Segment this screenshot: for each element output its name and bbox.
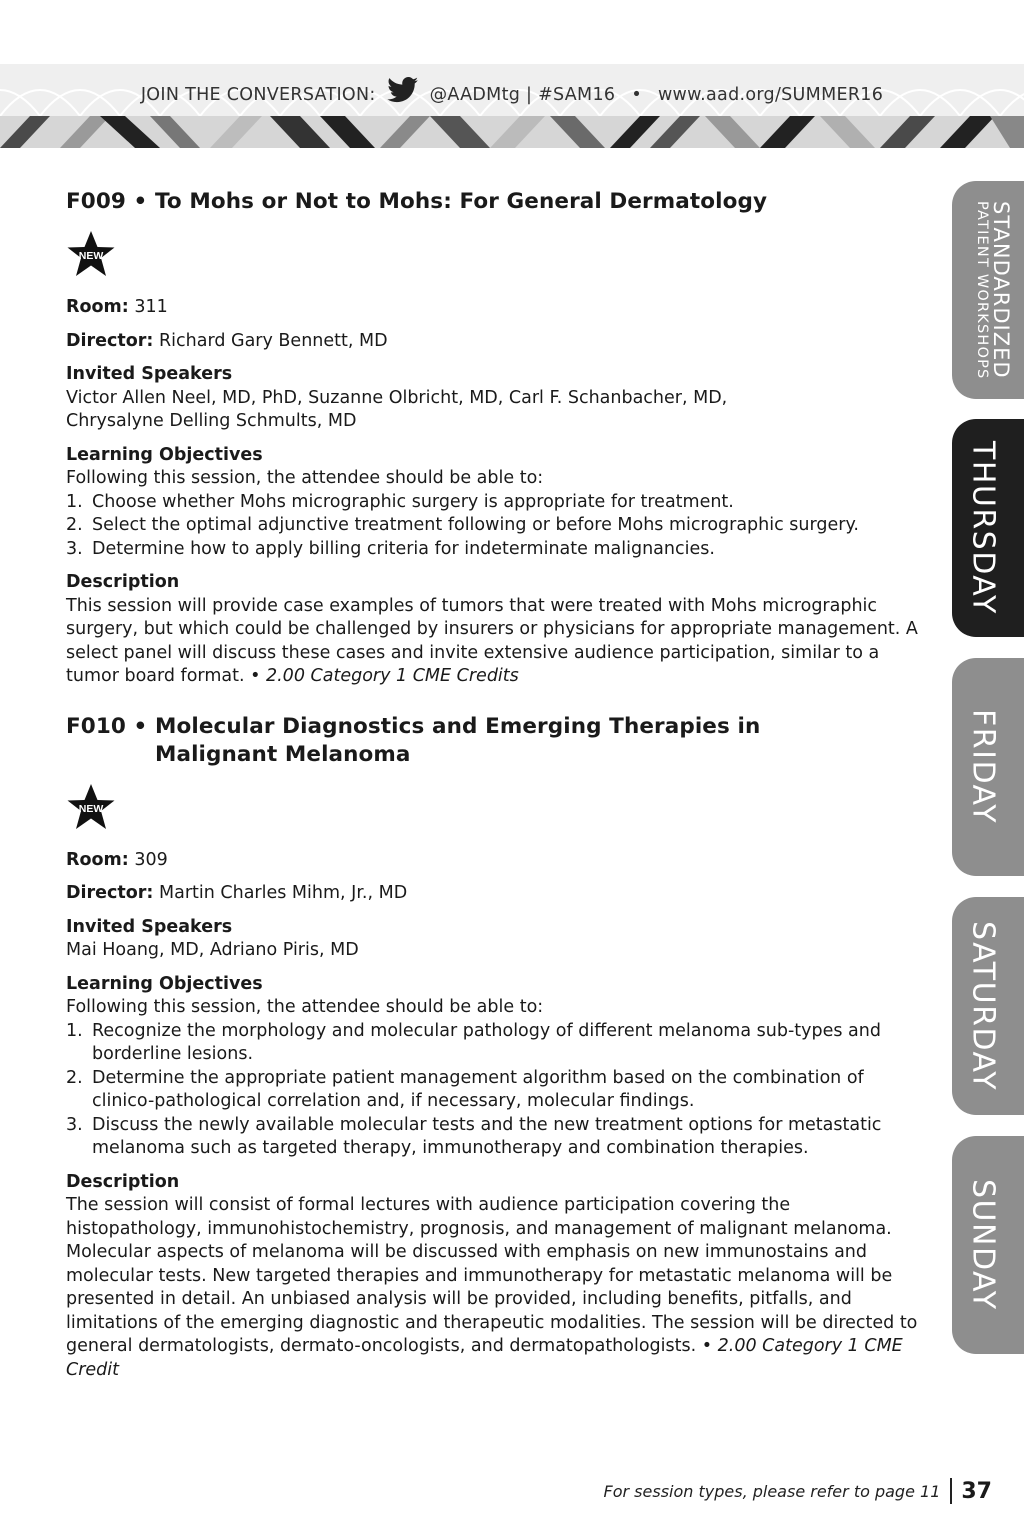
room-value: 311	[134, 297, 168, 317]
speakers-label: Invited Speakers	[66, 916, 233, 937]
session-f010	[66, 713, 926, 1383]
objectives-intro: Following this session, the attendee should be able to:	[66, 468, 544, 488]
room-value: 309	[134, 849, 168, 870]
objectives-list	[66, 1020, 926, 1161]
tab-label-line: STANDARDIZED	[989, 200, 1013, 379]
tab-label: THURSDAY	[965, 441, 1001, 615]
director-value: Richard Gary Bennett, MD	[159, 330, 388, 351]
tab-label-group	[958, 201, 1012, 379]
description-text	[66, 595, 926, 689]
objectives-label: Learning Objectives	[66, 444, 263, 465]
speakers-line: Chrysalyne Delling Schmults, MD	[66, 411, 357, 431]
list-item	[66, 514, 926, 538]
list-item	[66, 491, 926, 515]
list-number: 2.	[66, 515, 83, 535]
tab-saturday[interactable]	[952, 897, 1024, 1115]
session-title-line: Malignant Melanoma	[154, 741, 411, 767]
list-item	[66, 1067, 926, 1114]
list-number: 3.	[66, 538, 83, 559]
list-text: Choose whether Mohs micrographic surgery is appropriate for treatment.	[92, 491, 734, 512]
director-field	[66, 882, 926, 906]
learning-objectives	[66, 444, 926, 562]
invited-speakers	[66, 916, 926, 963]
list-item	[66, 538, 926, 562]
list-item	[66, 1114, 926, 1161]
session-title	[66, 188, 926, 216]
page-footer	[604, 1478, 992, 1504]
tab-friday[interactable]	[952, 658, 1024, 876]
list-number: 1.	[66, 491, 83, 512]
new-star-icon	[66, 783, 116, 831]
invited-speakers	[66, 363, 926, 434]
room-label: Room:	[66, 849, 129, 870]
footer-note: For session types, please refer to page 11	[603, 1481, 941, 1501]
main-content	[66, 188, 926, 1392]
speakers-line: Mai Hoang, MD, Adriano Piris, MD	[66, 940, 359, 960]
cme-credit: 2.00 Category 1 CME Credits	[265, 666, 519, 686]
session-title-line: Molecular Diagnostics and Emerging Therapies in	[154, 713, 761, 739]
director-label: Director:	[66, 883, 154, 903]
session-code: F010 •	[66, 713, 155, 739]
session-code: F009 •	[66, 189, 155, 214]
tab-label-line: PATIENT WORKSHOPS	[974, 200, 990, 380]
tab-label: FRIDAY	[965, 709, 1001, 825]
description-body: The session will consist of formal lectures with audience participation covering the histopathology, immunohistochemistry, prognosis, and management of malignant melanoma. Molecular aspects of melanoma will be discussed with emphasis on new immunostains and molecular tests. New targeted therapies and immunotherapy for metastatic melanoma will be presented in detail. An unbiased analysis will be provided, including benefits, pitfalls, and limitations of the emerging diagnostic and therapeutic modalities. The session will be directed to general dermatologists, dermato-oncologists, and dermatopathologists. •	[66, 1195, 918, 1356]
list-number: 3.	[66, 1114, 83, 1135]
speakers-line: Victor Allen Neel, MD, PhD, Suzanne Olbricht, MD, Carl F. Schanbacher, MD,	[66, 387, 728, 408]
banner-url[interactable]: www.aad.org/SUMMER16	[657, 85, 884, 105]
description-body: This session will provide case examples of tumors that were treated with Mohs micrographic surgery, but which could be challenged by insurers or physicians for appropriate management. A select panel will discuss these cases and invite extensive audience participation, similar to a tumor board format. •	[66, 595, 918, 686]
room-label: Room:	[66, 297, 129, 317]
tab-thursday[interactable]	[952, 419, 1024, 637]
footer-divider	[950, 1478, 952, 1504]
new-star-icon	[66, 230, 116, 278]
description-text	[66, 1194, 926, 1382]
banner-text	[0, 82, 1024, 108]
director-label: Director:	[66, 330, 154, 351]
conversation-banner	[0, 64, 1024, 148]
banner-prefix: JOIN THE CONVERSATION:	[140, 85, 376, 105]
learning-objectives	[66, 973, 926, 1161]
objectives-list	[66, 491, 926, 562]
speakers-label: Invited Speakers	[66, 364, 233, 384]
tab-sunday[interactable]	[952, 1136, 1024, 1354]
banner-bullet: •	[631, 85, 642, 105]
list-number: 1.	[66, 1020, 83, 1041]
new-badge-label: NEW	[78, 802, 104, 815]
director-value: Martin Charles Mihm, Jr., MD	[159, 883, 408, 903]
twitter-bird-icon	[386, 77, 420, 103]
description-label: Description	[66, 1171, 180, 1192]
cme-credit: 2.00 Category 1 CME Credit	[66, 1336, 903, 1380]
session-title-text	[155, 713, 760, 769]
list-text: Determine the appropriate patient management algorithm based on the combination of clinico-pathological correlation and, if necessary, molecular findings.	[92, 1067, 864, 1111]
list-number: 2.	[66, 1067, 83, 1088]
description	[66, 571, 926, 689]
session-f009	[66, 188, 926, 689]
list-item	[66, 1020, 926, 1067]
director-field	[66, 330, 926, 354]
session-title-text: To Mohs or Not to Mohs: For General Dermatology	[154, 189, 768, 214]
room-field	[66, 296, 926, 320]
tab-standardized-patient-workshops[interactable]	[952, 181, 1024, 399]
list-text: Recognize the morphology and molecular pathology of different melanoma sub-types and borderline lesions.	[92, 1020, 881, 1064]
list-text: Determine how to apply billing criteria for indeterminate malignancies.	[92, 538, 715, 559]
list-text: Discuss the newly available molecular tests and the new treatment options for metastatic melanoma such as targeted therapy, immunotherapy and combination therapies.	[92, 1114, 882, 1158]
new-badge-label: NEW	[78, 250, 104, 262]
page-number: 37	[961, 1478, 992, 1504]
room-field	[66, 849, 926, 873]
objectives-label: Learning Objectives	[66, 973, 263, 994]
session-title	[66, 713, 926, 769]
description	[66, 1171, 926, 1383]
description-label: Description	[66, 572, 180, 592]
banner-handle: @AADMtg | #SAM16	[429, 85, 616, 105]
list-text: Select the optimal adjunctive treatment following or before Mohs micrographic surgery.	[92, 515, 859, 535]
tab-label: SUNDAY	[965, 1179, 1001, 1311]
objectives-intro: Following this session, the attendee should be able to:	[66, 997, 544, 1017]
tab-label: SATURDAY	[965, 920, 1001, 1091]
